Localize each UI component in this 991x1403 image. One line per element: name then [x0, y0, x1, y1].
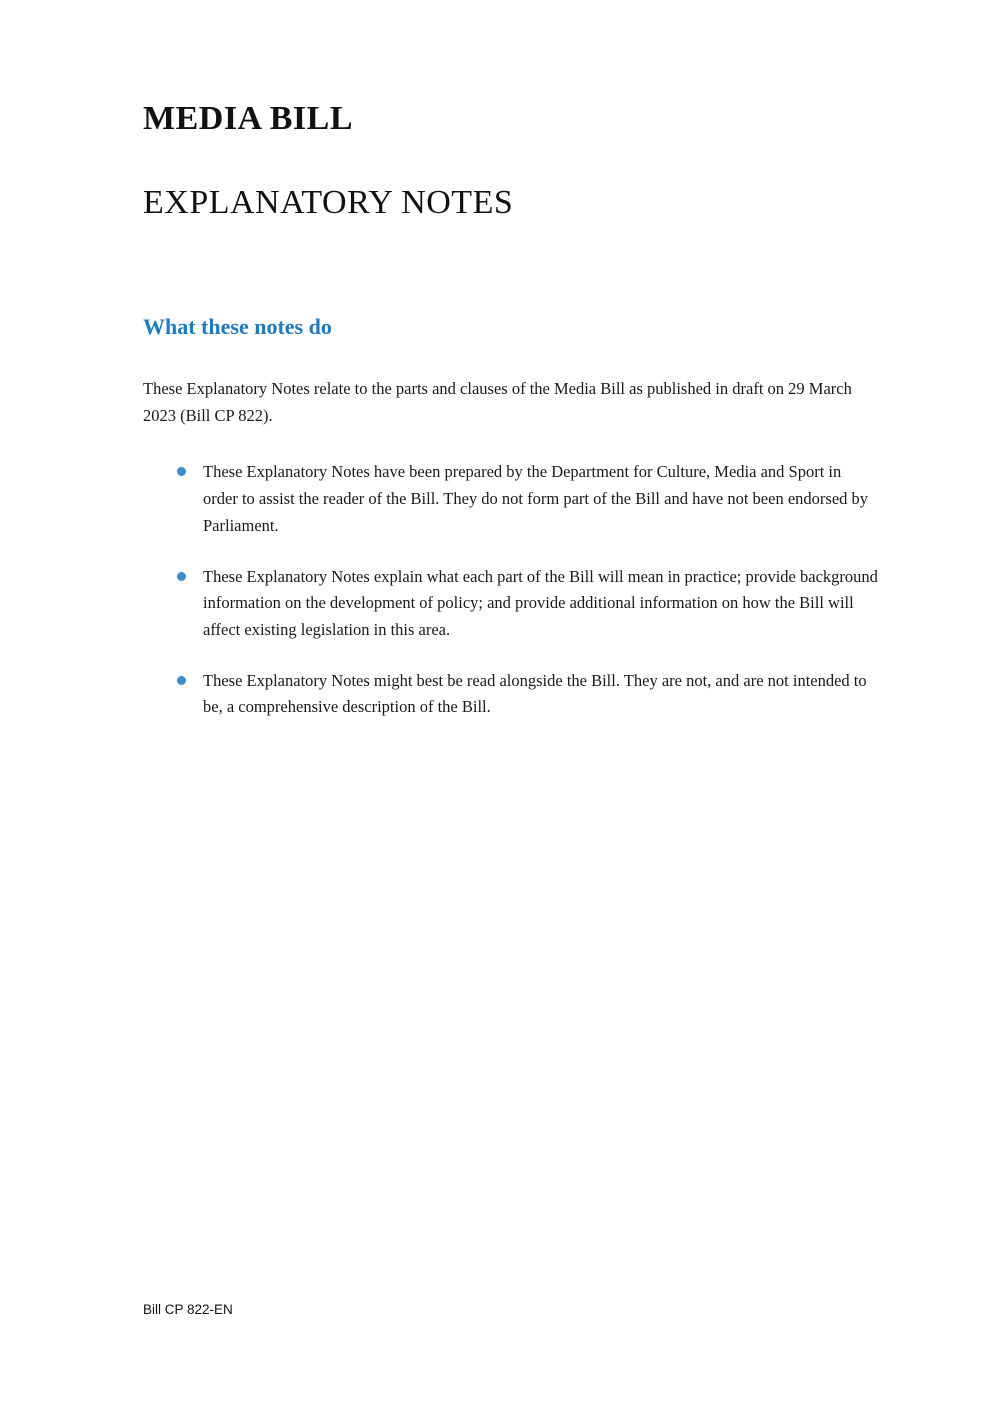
- bullet-text: These Explanatory Notes might best be read alongside the Bill. They are not, and are not intended to be, a comprehensive description of the Bill.: [203, 670, 867, 717]
- intro-paragraph: These Explanatory Notes relate to the parts and clauses of the Media Bill as published in draft on 29 March 2023 (Bill CP 822).: [143, 379, 852, 425]
- bullet-icon: [177, 572, 186, 581]
- bullet-text: These Explanatory Notes explain what each part of the Bill will mean in practice; provide background information on the development of policy; and provide additional information on how the Bill will affect existing legislation in this area.: [203, 566, 878, 640]
- footer-bill-reference: Bill CP 822-EN: [143, 1302, 233, 1317]
- document-title: MEDIA BILL: [143, 100, 353, 137]
- bullet-text: These Explanatory Notes have been prepared by the Department for Culture, Media and Sport in order to assist the reader of the Bill. They do not form part of the Bill and have not been endorsed by Parliament.: [203, 462, 869, 535]
- section-heading: What these notes do: [143, 314, 332, 339]
- list-item: [143, 459, 879, 539]
- bullet-icon: [177, 676, 186, 685]
- list-item: [143, 668, 879, 721]
- bullet-icon: [177, 467, 186, 476]
- bullet-list: [143, 459, 879, 721]
- document-content: [143, 100, 879, 745]
- document-subtitle: EXPLANATORY NOTES: [143, 184, 514, 221]
- list-item: [143, 564, 879, 644]
